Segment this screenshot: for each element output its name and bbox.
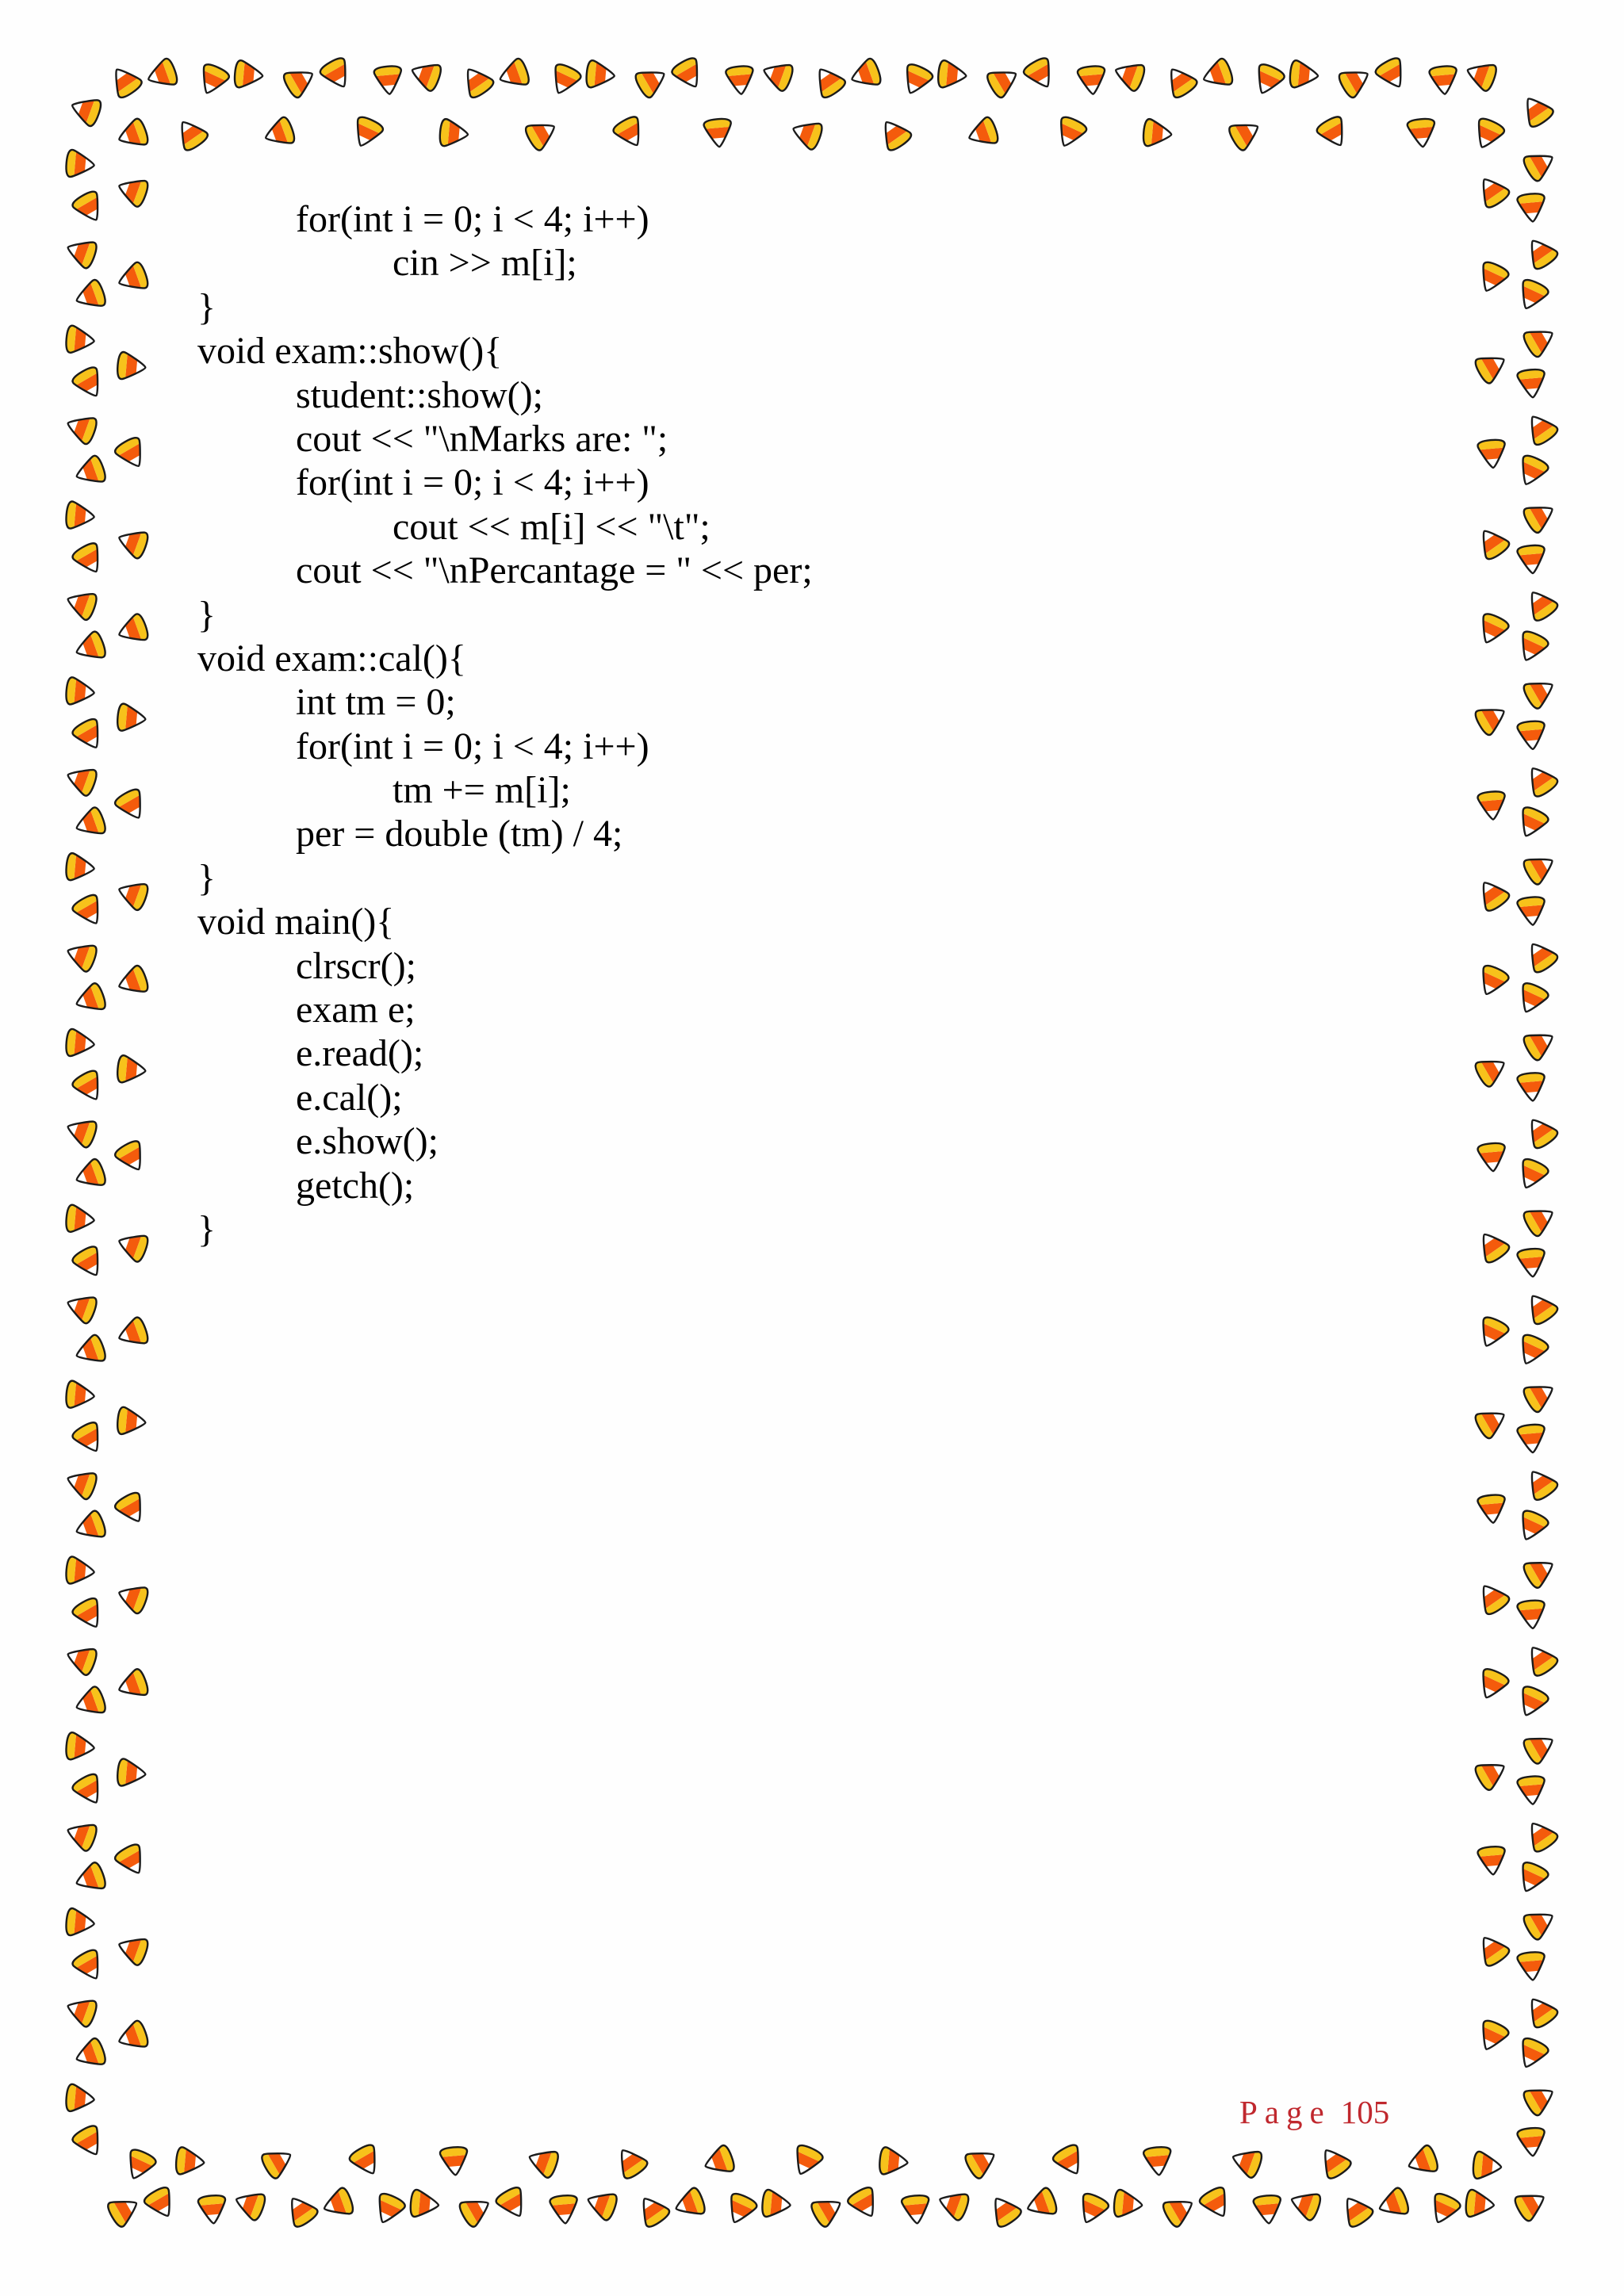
candy-corn-icon bbox=[437, 2144, 471, 2179]
candy-corn-icon bbox=[1470, 168, 1515, 213]
candy-corn-icon bbox=[1519, 1812, 1563, 1858]
candy-corn-icon bbox=[1074, 63, 1109, 98]
code-line: void main(){ bbox=[197, 901, 395, 943]
candy-corn-icon bbox=[1334, 59, 1378, 102]
candy-corn-icon bbox=[407, 2187, 442, 2221]
code-line: } bbox=[197, 593, 216, 636]
code-line: } bbox=[197, 285, 216, 328]
candy-corn-icon bbox=[1049, 112, 1092, 155]
candy-corn-icon bbox=[112, 1577, 153, 1618]
candy-corn-icon bbox=[1251, 2192, 1285, 2227]
candy-corn-icon bbox=[60, 1111, 102, 1152]
candy-corn-icon bbox=[114, 1053, 149, 1087]
candy-corn-icon bbox=[1511, 978, 1553, 1020]
candy-corn-icon bbox=[67, 186, 111, 230]
code-line: for(int i = 0; i < 4; i++) bbox=[296, 725, 649, 767]
code-line: clrscr(); bbox=[296, 944, 416, 987]
candy-corn-icon bbox=[112, 2016, 153, 2057]
candy-corn-icon bbox=[1470, 520, 1515, 565]
candy-corn-icon bbox=[1511, 1857, 1553, 1900]
page-number: 105 bbox=[1340, 2094, 1390, 2130]
code-line: void exam::cal(){ bbox=[197, 637, 466, 679]
candy-corn-icon bbox=[114, 349, 149, 383]
candy-corn-icon bbox=[110, 1487, 154, 1532]
candy-corn-icon bbox=[492, 54, 534, 95]
candy-corn-icon bbox=[1519, 582, 1563, 627]
candy-corn-icon bbox=[1511, 1330, 1553, 1372]
candy-corn-icon bbox=[60, 1639, 102, 1680]
candy-corn-icon bbox=[608, 111, 652, 155]
candy-corn-icon bbox=[1515, 366, 1549, 401]
candy-corn-icon bbox=[1519, 1988, 1563, 2034]
candy-corn-icon bbox=[404, 55, 446, 96]
candy-corn-icon bbox=[1471, 2015, 1514, 2058]
candy-corn-icon bbox=[1467, 113, 1510, 156]
candy-corn-icon bbox=[139, 2182, 182, 2226]
candy-corn-icon bbox=[1286, 58, 1321, 92]
candy-corn-icon bbox=[229, 2183, 270, 2225]
candy-corn-icon bbox=[67, 2120, 111, 2164]
code-line: } bbox=[197, 1207, 216, 1250]
candy-corn-icon bbox=[547, 2192, 581, 2227]
candy-corn-icon bbox=[1404, 116, 1438, 151]
code-line: void exam::show(){ bbox=[197, 330, 503, 373]
candy-corn-icon bbox=[1469, 1048, 1514, 1092]
candy-corn-icon bbox=[1471, 960, 1514, 1003]
candy-corn-icon bbox=[110, 783, 154, 828]
candy-corn-icon bbox=[67, 1417, 111, 1461]
candy-corn-icon bbox=[1518, 1022, 1562, 1066]
candy-corn-icon bbox=[63, 675, 98, 709]
candy-corn-icon bbox=[959, 2140, 1004, 2183]
candy-corn-icon bbox=[367, 2188, 410, 2231]
candy-corn-icon bbox=[67, 1769, 111, 1813]
candy-corn-icon bbox=[1370, 52, 1414, 97]
candy-corn-icon bbox=[1518, 1197, 1562, 1241]
candy-corn-icon bbox=[1471, 608, 1514, 651]
code-listing bbox=[197, 197, 1427, 1251]
candy-corn-icon bbox=[1519, 1285, 1563, 1330]
candy-corn-icon bbox=[60, 1287, 102, 1328]
code-line: e.show(); bbox=[296, 1120, 439, 1163]
code-line: cout << m[i] << "\t"; bbox=[393, 505, 710, 548]
candy-corn-icon bbox=[1518, 846, 1562, 890]
candy-corn-icon bbox=[543, 59, 586, 101]
candy-corn-icon bbox=[719, 2188, 762, 2231]
candy-corn-icon bbox=[667, 52, 710, 97]
candy-corn-icon bbox=[1519, 1637, 1563, 1682]
candy-corn-icon bbox=[668, 2183, 710, 2225]
candy-corn-icon bbox=[112, 610, 153, 651]
candy-corn-icon bbox=[520, 112, 565, 155]
candy-corn-icon bbox=[110, 432, 154, 476]
candy-corn-icon bbox=[1140, 116, 1175, 150]
candy-corn-icon bbox=[1515, 1949, 1549, 1984]
candy-corn-icon bbox=[259, 113, 300, 154]
candy-corn-icon bbox=[1460, 55, 1501, 96]
candy-corn-icon bbox=[63, 499, 98, 533]
candy-corn-icon bbox=[982, 59, 1026, 102]
candy-corn-icon bbox=[60, 1990, 102, 2031]
candy-corn-icon bbox=[1470, 872, 1515, 917]
candy-corn-icon bbox=[112, 170, 153, 212]
candy-corn-icon bbox=[1469, 2149, 1504, 2183]
candy-corn-icon bbox=[69, 803, 110, 844]
candy-corn-icon bbox=[1511, 1681, 1553, 1724]
code-line: int tm = 0; bbox=[296, 681, 456, 724]
candy-corn-icon bbox=[630, 59, 674, 102]
candy-corn-icon bbox=[701, 116, 735, 151]
candy-corn-icon bbox=[232, 58, 266, 92]
candy-corn-icon bbox=[1511, 1506, 1553, 1548]
candy-corn-icon bbox=[982, 2188, 1026, 2233]
candy-corn-icon bbox=[1194, 2182, 1238, 2226]
candy-corn-icon bbox=[168, 111, 213, 156]
candy-corn-icon bbox=[67, 1944, 111, 1988]
candy-corn-icon bbox=[608, 2140, 653, 2185]
candy-corn-icon bbox=[1475, 436, 1509, 471]
candy-corn-icon bbox=[1462, 2187, 1497, 2221]
candy-corn-icon bbox=[1511, 626, 1553, 669]
candy-corn-icon bbox=[112, 114, 153, 155]
candy-corn-icon bbox=[69, 1506, 110, 1548]
candy-corn-icon bbox=[1284, 2183, 1325, 2225]
candy-corn-icon bbox=[69, 2034, 110, 2075]
candy-corn-icon bbox=[1048, 2139, 1091, 2183]
candy-corn-icon bbox=[1518, 2077, 1562, 2121]
candy-corn-icon bbox=[114, 701, 149, 735]
candy-corn-icon bbox=[112, 1225, 153, 1266]
candy-corn-icon bbox=[1225, 2141, 1266, 2183]
candy-corn-icon bbox=[69, 1682, 110, 1724]
candy-corn-icon bbox=[102, 2188, 147, 2232]
candy-corn-icon bbox=[1470, 1223, 1515, 1269]
candy-corn-icon bbox=[580, 2183, 622, 2225]
candy-corn-icon bbox=[1515, 718, 1549, 752]
candy-corn-icon bbox=[935, 58, 970, 92]
candy-corn-icon bbox=[1469, 696, 1514, 740]
candy-corn-icon bbox=[962, 113, 1003, 154]
candy-corn-icon bbox=[898, 2192, 933, 2227]
candy-corn-icon bbox=[1470, 1927, 1515, 1972]
candy-corn-icon bbox=[67, 890, 111, 934]
candy-corn-icon bbox=[1469, 1751, 1514, 1795]
candy-corn-icon bbox=[1018, 52, 1062, 97]
candy-corn-icon bbox=[1312, 111, 1355, 155]
candy-corn-icon bbox=[1471, 257, 1514, 300]
candy-corn-icon bbox=[1247, 59, 1289, 101]
code-line: tm += m[i]; bbox=[393, 769, 571, 812]
candy-corn-icon bbox=[1224, 112, 1268, 155]
candy-corn-icon bbox=[195, 2192, 229, 2227]
candy-corn-icon bbox=[67, 1065, 111, 1109]
candy-corn-icon bbox=[1475, 1491, 1509, 1526]
candy-corn-icon bbox=[69, 979, 110, 1020]
candy-corn-icon bbox=[69, 275, 110, 316]
candy-corn-icon bbox=[65, 90, 106, 131]
candy-corn-icon bbox=[1111, 2187, 1146, 2221]
candy-corn-icon bbox=[1511, 2033, 1553, 2076]
candy-corn-icon bbox=[60, 584, 102, 625]
candy-corn-icon bbox=[895, 59, 938, 101]
candy-corn-icon bbox=[60, 1463, 102, 1504]
candy-corn-icon bbox=[316, 2183, 358, 2225]
candy-corn-icon bbox=[1518, 1373, 1562, 1417]
candy-corn-icon bbox=[1515, 1246, 1549, 1280]
candy-corn-icon bbox=[112, 522, 153, 563]
candy-corn-icon bbox=[436, 116, 471, 150]
code-line: cin >> m[i]; bbox=[393, 242, 577, 285]
candy-corn-icon bbox=[112, 1929, 153, 1970]
candy-corn-icon bbox=[1514, 88, 1558, 133]
candy-corn-icon bbox=[756, 55, 798, 96]
candy-corn-icon bbox=[1515, 1773, 1549, 1808]
candy-corn-icon bbox=[491, 2182, 534, 2226]
candy-corn-icon bbox=[876, 2145, 911, 2179]
candy-corn-icon bbox=[1519, 933, 1563, 978]
candy-corn-icon bbox=[278, 59, 323, 102]
candy-corn-icon bbox=[63, 1026, 98, 1060]
candy-corn-icon bbox=[1334, 2188, 1378, 2233]
candy-corn-icon bbox=[67, 1241, 111, 1285]
candy-corn-icon bbox=[63, 2081, 98, 2115]
code-line: cout << "\nPercantage = " << per; bbox=[296, 549, 813, 592]
candy-corn-icon bbox=[1469, 1400, 1514, 1444]
code-line: cout << "\nMarks are: "; bbox=[296, 417, 668, 460]
candy-corn-icon bbox=[114, 1404, 149, 1438]
candy-corn-icon bbox=[583, 58, 618, 92]
candy-corn-icon bbox=[63, 1378, 98, 1412]
code-line: student::show(); bbox=[296, 373, 543, 416]
code-line: e.cal(); bbox=[296, 1076, 403, 1119]
candy-corn-icon bbox=[67, 1593, 111, 1637]
candy-corn-icon bbox=[1515, 894, 1549, 928]
candy-corn-icon bbox=[110, 1839, 154, 1883]
candy-corn-icon bbox=[933, 2183, 974, 2225]
candy-corn-icon bbox=[1475, 788, 1509, 823]
candy-corn-icon bbox=[1469, 345, 1514, 388]
candy-corn-icon bbox=[1140, 2144, 1174, 2179]
candy-corn-icon bbox=[845, 54, 886, 95]
candy-corn-icon bbox=[1312, 2140, 1356, 2185]
candy-corn-icon bbox=[1401, 2141, 1442, 2182]
candy-corn-icon bbox=[1021, 2183, 1062, 2225]
candy-corn-icon bbox=[1372, 2183, 1413, 2225]
candy-corn-icon bbox=[1197, 54, 1238, 95]
candy-corn-icon bbox=[344, 2139, 388, 2183]
candy-corn-icon bbox=[60, 1815, 102, 1856]
code-line: per = double (tm) / 4; bbox=[296, 813, 623, 855]
candy-corn-icon bbox=[315, 52, 358, 97]
candy-corn-icon bbox=[698, 2141, 739, 2182]
candy-corn-icon bbox=[759, 2187, 794, 2221]
candy-corn-icon bbox=[1518, 1725, 1562, 1769]
candy-corn-icon bbox=[112, 874, 153, 915]
candy-corn-icon bbox=[112, 1665, 153, 1706]
code-line: exam e; bbox=[296, 989, 416, 1031]
candy-corn-icon bbox=[1509, 2183, 1553, 2226]
candy-corn-icon bbox=[114, 1756, 149, 1790]
candy-corn-icon bbox=[67, 362, 111, 406]
candy-corn-icon bbox=[1515, 190, 1549, 225]
candy-corn-icon bbox=[112, 258, 153, 299]
candy-corn-icon bbox=[67, 538, 111, 582]
candy-corn-icon bbox=[173, 2145, 208, 2179]
code-line: for(int i = 0; i < 4; i++) bbox=[296, 198, 649, 240]
candy-corn-icon bbox=[102, 59, 147, 104]
candy-corn-icon bbox=[63, 323, 98, 357]
candy-corn-icon bbox=[256, 2140, 301, 2183]
candy-corn-icon bbox=[1518, 1901, 1562, 1945]
candy-corn-icon bbox=[69, 451, 110, 492]
candy-corn-icon bbox=[1519, 757, 1563, 802]
candy-corn-icon bbox=[1515, 1070, 1549, 1104]
candy-corn-icon bbox=[69, 1858, 110, 1900]
candy-corn-icon bbox=[806, 59, 850, 104]
candy-corn-icon bbox=[1471, 1663, 1514, 1706]
candy-corn-icon bbox=[63, 1202, 98, 1236]
candy-corn-icon bbox=[1518, 143, 1562, 186]
candy-corn-icon bbox=[1519, 1109, 1563, 1154]
candy-corn-icon bbox=[785, 2140, 828, 2183]
candy-corn-icon bbox=[1519, 406, 1563, 451]
candy-corn-icon bbox=[118, 2144, 161, 2187]
candy-corn-icon bbox=[63, 147, 98, 181]
candy-corn-icon bbox=[60, 232, 102, 273]
candy-corn-icon bbox=[110, 1135, 154, 1180]
candy-corn-icon bbox=[454, 2188, 499, 2232]
candy-corn-icon bbox=[1518, 670, 1562, 714]
candy-corn-icon bbox=[454, 59, 499, 104]
candy-corn-icon bbox=[1158, 59, 1202, 104]
code-line: for(int i = 0; i < 4; i++) bbox=[296, 461, 649, 504]
candy-corn-icon bbox=[1475, 1843, 1509, 1878]
candy-corn-icon bbox=[843, 2182, 887, 2226]
code-line: } bbox=[197, 856, 216, 899]
candy-corn-icon bbox=[112, 1313, 153, 1354]
candy-corn-icon bbox=[872, 111, 917, 156]
candy-corn-icon bbox=[1109, 55, 1150, 96]
candy-corn-icon bbox=[1511, 450, 1553, 493]
candy-corn-icon bbox=[191, 59, 234, 101]
candy-corn-icon bbox=[1511, 1154, 1553, 1196]
candy-corn-icon bbox=[63, 1554, 98, 1588]
candy-corn-icon bbox=[1423, 2188, 1465, 2231]
candy-corn-icon bbox=[723, 63, 757, 98]
candy-corn-icon bbox=[67, 714, 111, 758]
candy-corn-icon bbox=[346, 112, 389, 155]
candy-corn-icon bbox=[1515, 1597, 1549, 1632]
candy-corn-icon bbox=[63, 850, 98, 884]
candy-corn-icon bbox=[69, 1330, 110, 1372]
candy-corn-icon bbox=[69, 1154, 110, 1196]
candy-corn-icon bbox=[112, 961, 153, 1002]
candy-corn-icon bbox=[141, 54, 182, 95]
candy-corn-icon bbox=[1475, 1140, 1509, 1175]
candy-corn-icon bbox=[1470, 1575, 1515, 1621]
candy-corn-icon bbox=[1427, 63, 1461, 98]
candy-corn-icon bbox=[1515, 541, 1549, 576]
candy-corn-icon bbox=[1518, 318, 1562, 362]
candy-corn-icon bbox=[278, 2188, 323, 2233]
candy-corn-icon bbox=[1518, 1549, 1562, 1593]
candy-corn-icon bbox=[63, 1905, 98, 1939]
candy-corn-icon bbox=[371, 63, 405, 98]
candy-corn-icon bbox=[60, 935, 102, 976]
candy-corn-icon bbox=[1515, 1421, 1549, 1456]
candy-corn-icon bbox=[786, 113, 827, 155]
candy-corn-icon bbox=[1511, 274, 1553, 317]
page-number-footer bbox=[1239, 2094, 1389, 2131]
candy-corn-icon bbox=[1519, 230, 1563, 275]
candy-corn-icon bbox=[69, 627, 110, 668]
candy-corn-icon bbox=[806, 2188, 850, 2232]
candy-corn-icon bbox=[1071, 2188, 1113, 2231]
page-label: Page bbox=[1239, 2094, 1331, 2130]
candy-corn-icon bbox=[630, 2188, 675, 2233]
candy-corn-icon bbox=[1511, 802, 1553, 844]
candy-corn-icon bbox=[1519, 1461, 1563, 1506]
candy-corn-icon bbox=[60, 760, 102, 801]
candy-corn-icon bbox=[522, 2141, 563, 2183]
candy-corn-icon bbox=[60, 408, 102, 449]
candy-corn-icon bbox=[63, 1730, 98, 1764]
candy-corn-icon bbox=[1515, 2125, 1549, 2160]
code-line: e.read(); bbox=[296, 1032, 424, 1075]
candy-corn-icon bbox=[1158, 2188, 1202, 2232]
code-line: getch(); bbox=[296, 1164, 415, 1207]
candy-corn-icon bbox=[1518, 494, 1562, 538]
candy-corn-icon bbox=[1471, 1312, 1514, 1355]
